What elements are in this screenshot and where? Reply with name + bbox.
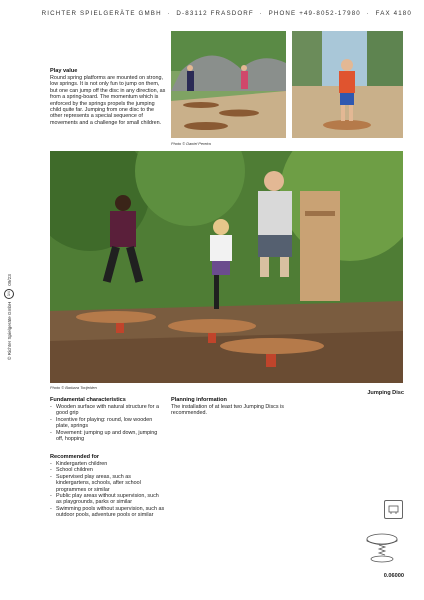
company-address: D-83112 FRASDORF <box>176 10 254 17</box>
jumping-disc-drawing-icon <box>361 526 403 568</box>
product-name: Jumping Disc <box>367 390 404 396</box>
photo-kids-jumping-playground <box>171 31 286 138</box>
company-fax: FAX 4180 <box>375 10 412 17</box>
list-item: - Swimming pools without supervision, such as outdoor pools, adventure pools or similar <box>50 506 165 519</box>
recommended-for <box>50 454 165 519</box>
fundamental-heading: Fundamental characteristics <box>50 397 126 403</box>
copyright-text: © Richter Spielgeräte GmbH <box>6 301 12 360</box>
list-item: - Incentive for playing: round, low wooden plate, springs <box>50 417 165 430</box>
play-value-heading: Play value <box>50 68 78 74</box>
top-photo-caption: Photo © Daniel Pereira <box>171 141 211 146</box>
list-item: - Movement: jumping up and down, jumping off, hopping <box>50 430 165 443</box>
list-item: - Supervised play areas, such as kindergartens, schools, after school programmes or similar <box>50 474 165 493</box>
din-norm-icon <box>384 500 403 519</box>
play-value-section <box>50 68 166 126</box>
play-value-text: Round spring platforms are mounted on strong, low springs. It is not only fun to jump on them, but one can jump off the disc in any direction, as from a spring-board. The momentum which is enforced by the springs propels the jumping child quite far. Jumping from one disc to the other represents a special sequence of movements and a challenge for small children. <box>50 75 166 126</box>
photo-children-jumping-discs <box>50 151 403 383</box>
main-photo-caption: Photo © Barbara Torijeblen <box>50 385 97 390</box>
product-code: 0.06000 <box>383 573 404 579</box>
company-phone: PHONE +49-8052-17980 <box>268 10 361 17</box>
date-text: 09/23 <box>6 274 12 286</box>
planning-text: The installation of at least two Jumping Discs is recommended. <box>171 404 284 417</box>
page-badge: 3/4 <box>4 289 14 299</box>
side-copyright <box>3 240 15 360</box>
list-item: - School children <box>50 467 165 473</box>
company-name: RICHTER SPIELGERÄTE GMBH <box>41 10 162 17</box>
fundamental-characteristics <box>50 397 165 442</box>
company-header: RICHTER SPIELGERÄTE GMBH · D-83112 FRASDORF · PHONE +49-8052-17980 · FAX 4180 <box>41 10 412 17</box>
recommended-heading: Recommended for <box>50 454 100 460</box>
photo-boy-on-disc <box>292 31 403 138</box>
list-item: - Public play areas without supervision, such as playgrounds, parks or similar <box>50 493 165 506</box>
list-item: - Kindergarten children <box>50 461 165 467</box>
list-item: - Wooden surface with natural structure for a good grip <box>50 404 165 417</box>
planning-information <box>171 397 286 417</box>
planning-heading: Planning information <box>171 397 227 403</box>
